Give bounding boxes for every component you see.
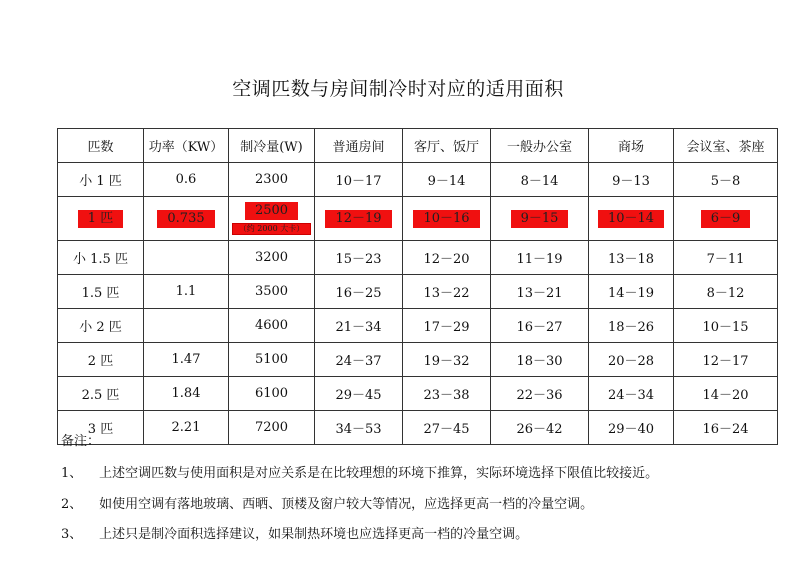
table-cell: 9－13	[589, 163, 674, 197]
highlighted-value: 1 匹	[78, 210, 123, 228]
table-cell	[403, 197, 491, 241]
table-cell: 16－24	[674, 411, 778, 445]
table-cell: 19－32	[403, 343, 491, 377]
table-cell: 10－15	[674, 309, 778, 343]
table-row	[58, 377, 778, 411]
table-cell	[58, 197, 144, 241]
table-cell: 3500	[229, 275, 315, 309]
table-cell: 7－11	[674, 241, 778, 275]
highlighted-value: 6－9	[701, 210, 751, 228]
table-cell: 小 2 匹	[58, 309, 144, 343]
table-cell: 13－21	[491, 275, 589, 309]
header-cell: 功率（KW）	[144, 129, 229, 163]
notes-heading: 备注：	[61, 434, 101, 449]
table-cell: 4600	[229, 309, 315, 343]
table-cell: 6100	[229, 377, 315, 411]
header-cell: 匹数	[58, 129, 144, 163]
table-row	[58, 411, 778, 445]
note-text: 上述空调匹数与使用面积是对应关系是在比较理想的环境下推算，实际环境选择下限值比较接近。	[99, 466, 659, 481]
note-number: 1、	[61, 466, 83, 481]
table-cell	[589, 197, 674, 241]
table-cell: 16－27	[491, 309, 589, 343]
table-cell: 9－14	[403, 163, 491, 197]
table-row	[58, 197, 778, 241]
table-cell: 1.84	[144, 377, 229, 411]
table-cell: 18－30	[491, 343, 589, 377]
highlighted-value: 10－14	[598, 210, 664, 228]
highlighted-value: 9－15	[511, 210, 569, 228]
table-cell: 26－42	[491, 411, 589, 445]
table-cell: 15－23	[315, 241, 403, 275]
table-cell: 13－22	[403, 275, 491, 309]
highlighted-value: 2500	[245, 202, 298, 220]
table-row	[58, 275, 778, 309]
table-cell: 24－34	[589, 377, 674, 411]
table-cell: 18－26	[589, 309, 674, 343]
table-cell: 14－20	[674, 377, 778, 411]
table-row	[58, 309, 778, 343]
table-cell	[315, 197, 403, 241]
table-cell: 5100	[229, 343, 315, 377]
table-cell: 8－14	[491, 163, 589, 197]
table-cell	[674, 197, 778, 241]
table-row	[58, 241, 778, 275]
table-cell: 小 1 匹	[58, 163, 144, 197]
table-cell: 22－36	[491, 377, 589, 411]
table-cell: 1.47	[144, 343, 229, 377]
header-cell: 会议室、茶座	[674, 129, 778, 163]
table-cell	[144, 241, 229, 275]
table-cell: 34－53	[315, 411, 403, 445]
kcal-note: （约 2000 大卡）	[232, 223, 311, 235]
table-cell: 8－12	[674, 275, 778, 309]
table-cell: 2.21	[144, 411, 229, 445]
table-cell: 12－20	[403, 241, 491, 275]
table-cell: 16－25	[315, 275, 403, 309]
highlighted-value: 10－16	[413, 210, 479, 228]
table-cell: 11－19	[491, 241, 589, 275]
table-cell	[144, 309, 229, 343]
table-cell	[491, 197, 589, 241]
note-text: 上述只是制冷面积选择建议，如果制热环境也应选择更高一档的冷量空调。	[99, 527, 529, 542]
table-cell: 21－34	[315, 309, 403, 343]
table-cell: 23－38	[403, 377, 491, 411]
highlighted-value: 0.735	[157, 210, 214, 228]
note-item-2	[61, 493, 593, 512]
table-cell: 17－29	[403, 309, 491, 343]
page-title: 空调匹数与房间制冷时对应的适用面积	[232, 78, 564, 100]
table-cell: 2 匹	[58, 343, 144, 377]
table-cell: 2300	[229, 163, 315, 197]
header-cell: 商场	[589, 129, 674, 163]
table-cell: 3200	[229, 241, 315, 275]
table-cell: 0.6	[144, 163, 229, 197]
table-row	[58, 163, 778, 197]
table-cell: 24－37	[315, 343, 403, 377]
table-cell: 7200	[229, 411, 315, 445]
header-cell: 制冷量(W)	[229, 129, 315, 163]
header-cell: 普通房间	[315, 129, 403, 163]
table-cell: 10－17	[315, 163, 403, 197]
table-cell: 13－18	[589, 241, 674, 275]
table-cell: 小 1.5 匹	[58, 241, 144, 275]
table-cell: 12－17	[674, 343, 778, 377]
table-cell: 29－45	[315, 377, 403, 411]
table-cell: 29－40	[589, 411, 674, 445]
table-cell	[144, 197, 229, 241]
header-cell: 客厅、饭厅	[403, 129, 491, 163]
note-number: 3、	[61, 527, 83, 542]
table-cell: 2.5 匹	[58, 377, 144, 411]
table-cell: 14－19	[589, 275, 674, 309]
table-cell	[229, 197, 315, 241]
table-header-row	[58, 129, 778, 163]
table-cell: 27－45	[403, 411, 491, 445]
table-cell: 1.1	[144, 275, 229, 309]
table-cell: 3 匹	[58, 411, 144, 445]
table-cell: 5－8	[674, 163, 778, 197]
table-row	[58, 343, 778, 377]
ac-capacity-table	[57, 128, 778, 445]
note-number: 2、	[61, 497, 83, 512]
note-text: 如使用空调有落地玻璃、西晒、顶楼及窗户较大等情况，应选择更高一档的冷量空调。	[99, 497, 594, 512]
note-item-1	[61, 462, 658, 481]
highlighted-value: 12－19	[325, 210, 391, 228]
table-cell: 20－28	[589, 343, 674, 377]
table-cell: 1.5 匹	[58, 275, 144, 309]
note-item-3	[61, 523, 528, 542]
header-cell: 一般办公室	[491, 129, 589, 163]
